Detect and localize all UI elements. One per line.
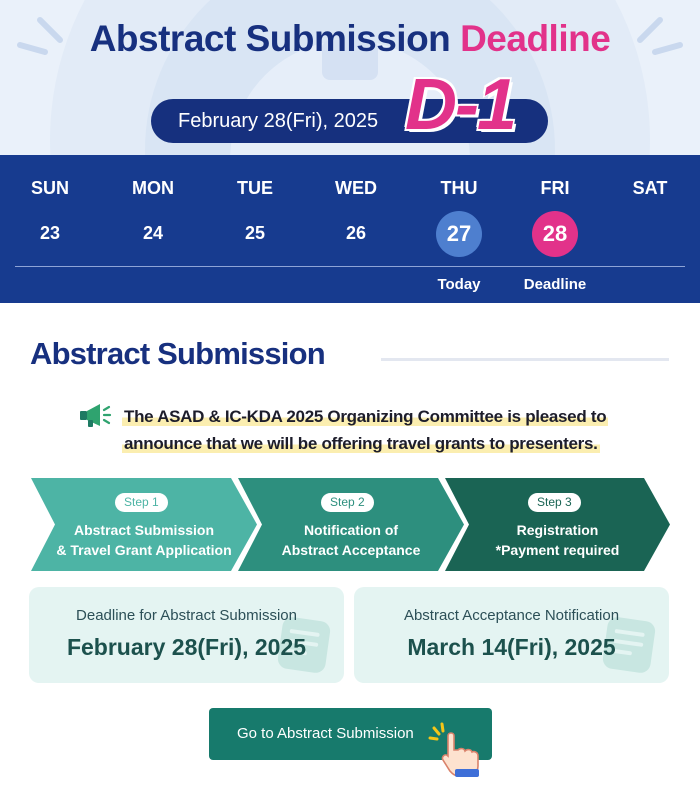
step-1-line-2: & Travel Grant Application: [56, 542, 232, 558]
step-3-badge: Step 3: [528, 493, 581, 512]
step-1-text: [31, 520, 257, 560]
abstract-deadline-label: Deadline for Abstract Submission: [76, 607, 297, 624]
title-highlight: Deadline: [460, 18, 611, 59]
weekday-thu: THU: [440, 178, 478, 198]
announcement-line-2: announce that we will be offering travel grants to presenters.: [124, 434, 598, 453]
calendar-divider: [15, 266, 685, 267]
date-23: 23: [39, 223, 61, 243]
step-3-line-2: *Payment required: [495, 542, 620, 558]
date-24: 24: [142, 223, 164, 243]
acceptance-notification-label: Abstract Acceptance Notification: [403, 607, 620, 624]
section-divider: [381, 358, 669, 361]
weekday-wed: WED: [335, 178, 377, 198]
step-1: [31, 478, 257, 571]
week-calendar: [0, 155, 700, 303]
megaphone-icon: [78, 402, 112, 428]
title-main: Abstract Submission: [89, 18, 451, 59]
cta-label: Go to Abstract Submission: [237, 725, 414, 742]
weekday-mon: MON: [132, 178, 174, 198]
acceptance-notification-value: March 14(Fri), 2025: [407, 634, 616, 660]
abstract-deadline-card: [29, 587, 344, 683]
today-label: Today: [437, 276, 481, 293]
step-2-badge: Step 2: [321, 493, 374, 512]
weekday-fri: FRI: [540, 178, 570, 198]
weekday-sat: SAT: [632, 178, 668, 198]
pointing-hand-icon: [428, 722, 486, 778]
step-3: [445, 478, 670, 571]
page-title: [0, 18, 700, 60]
abstract-deadline-value: February 28(Fri), 2025: [66, 634, 307, 660]
step-1-line-1: Abstract Submission: [73, 522, 215, 538]
deadline-date: February 28(Fri), 2025: [178, 110, 379, 132]
header-banner: [0, 0, 700, 155]
step-3-line-1: Registration: [516, 522, 599, 538]
date-26: 26: [345, 223, 367, 243]
step-2-line-2: Abstract Acceptance: [281, 542, 421, 558]
travel-grant-announcement: [122, 403, 608, 457]
step-1-badge: Step 1: [115, 493, 168, 512]
acceptance-notification-card: [354, 587, 669, 683]
step-3-text: [445, 520, 670, 560]
weekday-tue: TUE: [237, 178, 273, 198]
date-25: 25: [244, 223, 266, 243]
step-2: [238, 478, 464, 571]
announcement-line-1: The ASAD & IC-KDA 2025 Organizing Committee is pleased to: [124, 407, 607, 426]
date-deadline-marker: 28: [532, 211, 578, 257]
step-2-line-1: Notification of: [303, 522, 399, 538]
step-2-text: [238, 520, 464, 560]
d-day-countdown: D-1: [405, 65, 516, 145]
section-title: Abstract Submission: [30, 336, 325, 371]
weekday-sun: SUN: [30, 178, 69, 198]
date-today-marker: 27: [436, 211, 482, 257]
deadline-label: Deadline: [523, 276, 587, 293]
